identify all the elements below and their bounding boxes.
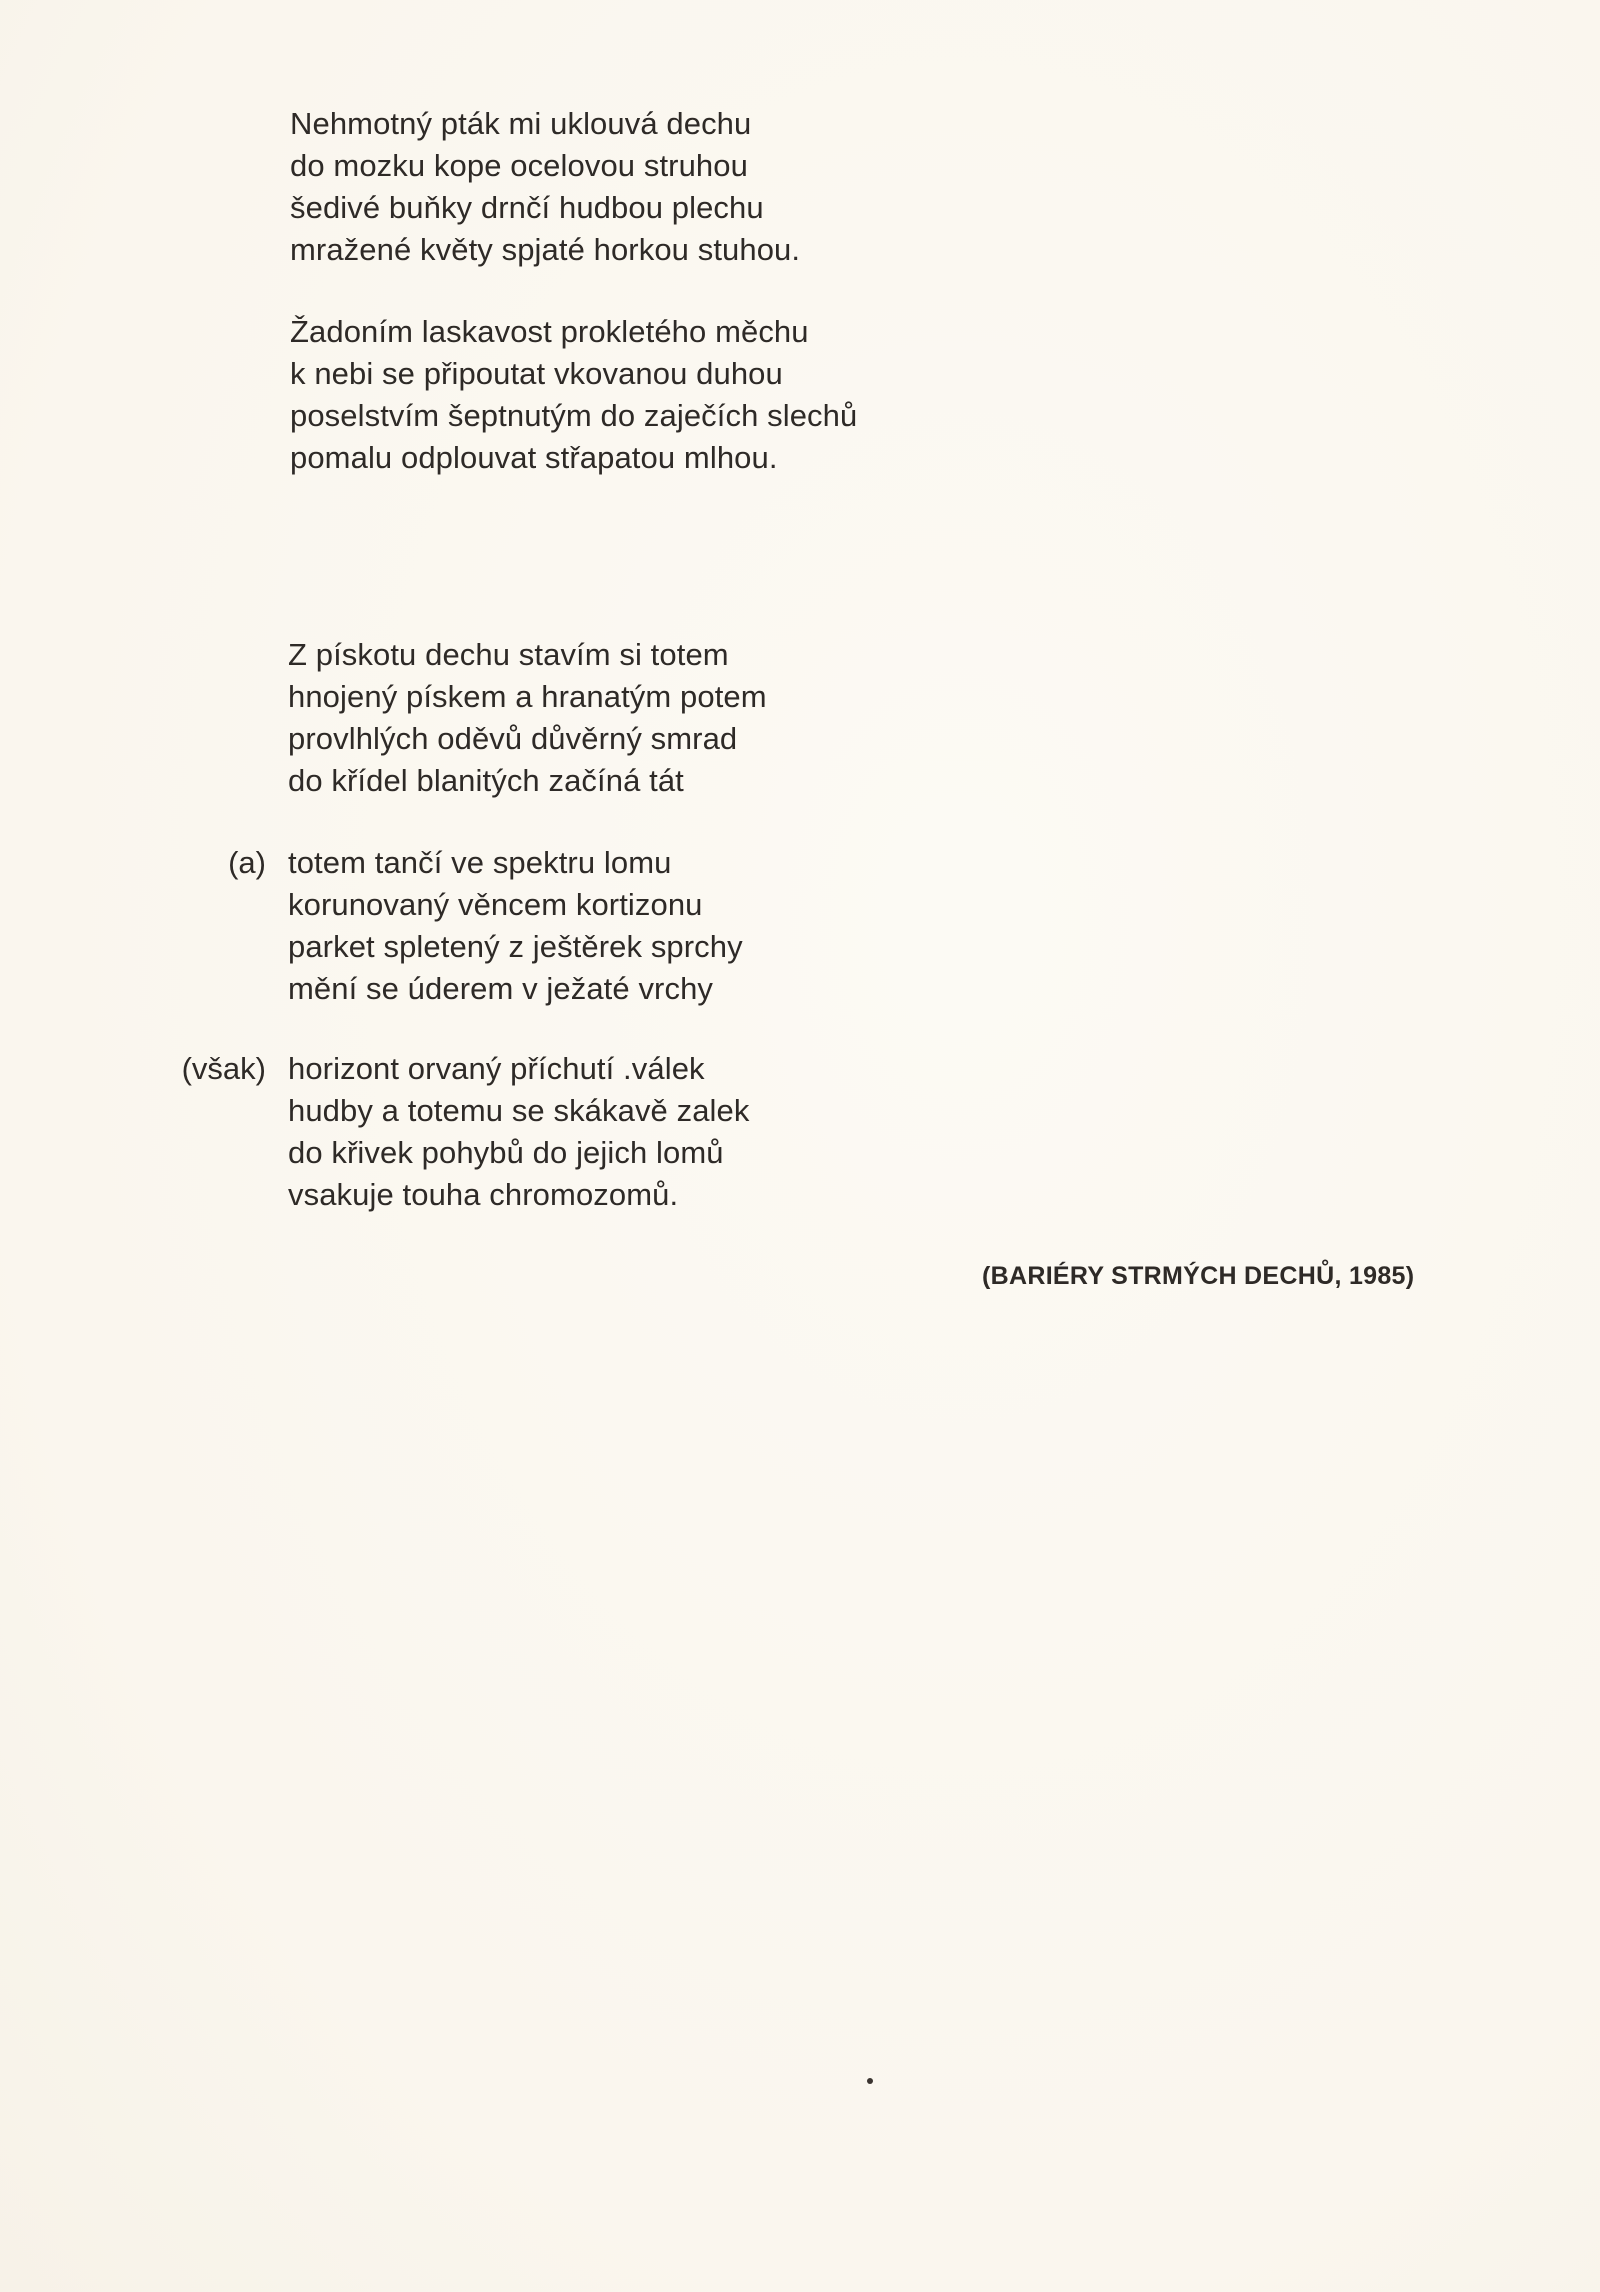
stanza-5-marker: (však) <box>181 1051 266 1086</box>
poem-line: Nehmotný pták mi uklouvá dechu <box>290 106 752 141</box>
stanza-1 <box>290 103 800 271</box>
poem-line: provlhlých oděvů důvěrný smrad <box>288 721 738 756</box>
poem-line: totem tančí ve spektru lomu <box>288 845 672 880</box>
stanza-4 <box>288 842 743 1010</box>
stanza-4-marker: (a) <box>228 845 266 880</box>
paper-speck <box>867 2078 873 2084</box>
poem-line: mražené květy spjaté horkou stuhou. <box>290 232 801 267</box>
poem-line: parket spletený z ještěrek sprchy <box>288 929 743 964</box>
stanza-2 <box>290 311 857 479</box>
poem-line: poselstvím šeptnutým do zaječích slechů <box>290 398 858 433</box>
poem-line: pomalu odplouvat střapatou mlhou. <box>290 440 778 475</box>
poem-line: do mozku kope ocelovou struhou <box>290 148 748 183</box>
poem-line: vsakuje touha chromozomů. <box>288 1177 679 1212</box>
stanza-5 <box>288 1048 749 1216</box>
poem-line: Z pískotu dechu stavím si totem <box>288 637 729 672</box>
poem-line: korunovaný věncem kortizonu <box>288 887 703 922</box>
poem-line: šedivé buňky drnčí hudbou plechu <box>290 190 764 225</box>
stanza-3 <box>288 634 767 802</box>
poem-line: hnojený pískem a hranatým potem <box>288 679 767 714</box>
poem-line: hudby a totemu se skákavě zalek <box>288 1093 750 1128</box>
source-citation: (BARIÉRY STRMÝCH DECHŮ, 1985) <box>982 1262 1415 1290</box>
poem-line: Žadoním laskavost prokletého měchu <box>290 314 809 349</box>
poem-line: horizont orvaný příchutí .válek <box>288 1051 705 1086</box>
poem-line: mění se úderem v ježaté vrchy <box>288 971 714 1006</box>
poem-line: do křídel blanitých začíná tát <box>288 763 684 798</box>
poem-line: k nebi se připoutat vkovanou duhou <box>290 356 783 391</box>
poem-line: do křivek pohybů do jejich lomů <box>288 1135 724 1170</box>
